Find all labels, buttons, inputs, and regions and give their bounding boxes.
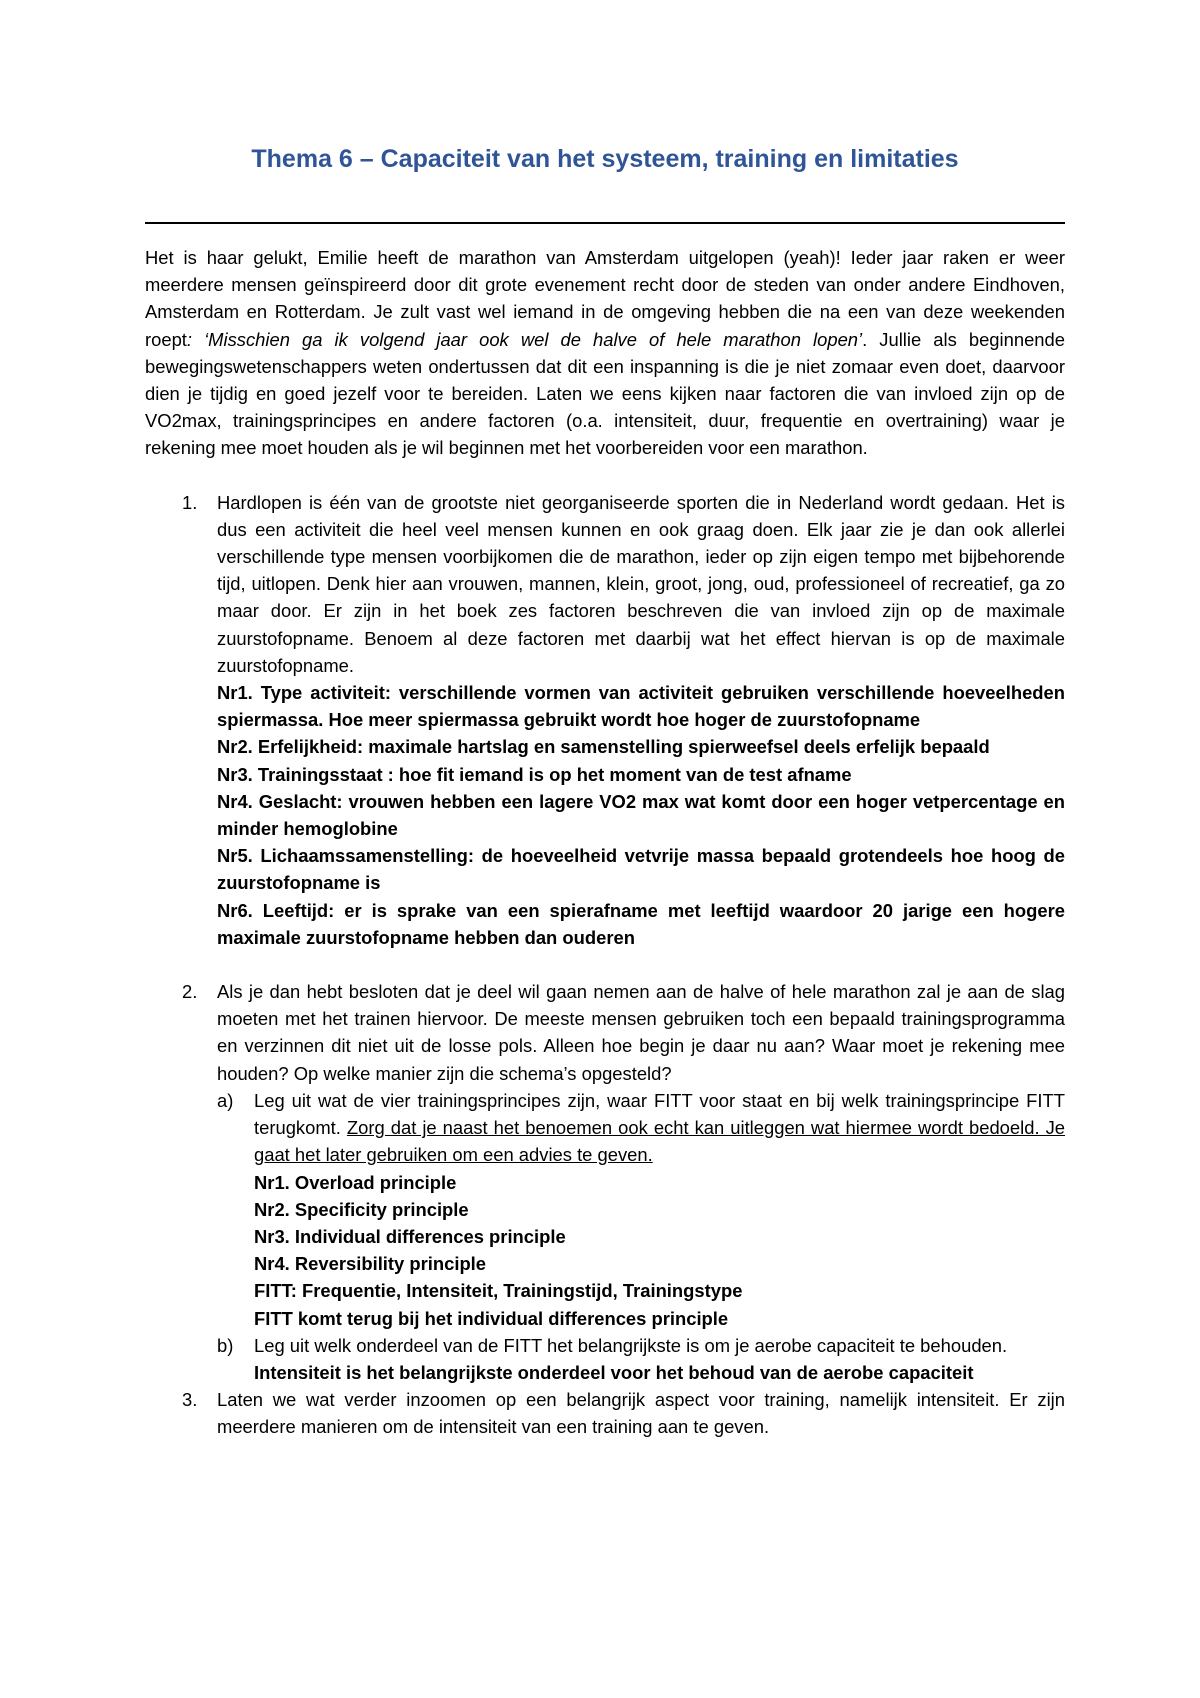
question-3-number: 3. [182,1389,198,1411]
answer-1-factor-3: Nr3. Trainingsstaat : hoe fit iemand is op het moment van de test afname [217,763,852,785]
question-3 [145,1386,1065,1440]
question-2a-instruction: Leg uit wat de vier trainingsprincipes zijn, waar FITT voor staat en bij welk trainingsprincipe FITT terugkomt. [254,1089,1065,1139]
answer-2a-line-6: FITT komt terug bij het individual differences principle [254,1307,729,1329]
answer-1-factor-1: Nr1. Type activiteit: verschillende vormen van activiteit gebruiken verschillende hoeveelheden spiermassa. Hoe meer spiermassa gebruikt wordt hoe hoger de zuurstofopname [217,682,1065,731]
intro-text-1: Het is haar gelukt, Emilie heeft de marathon van Amsterdam uitgelopen (yeah)! Ieder jaar raken er weer meerdere mensen geïnspireerd door dit grote evenement recht door de steden van onder andere Eindhoven, Amsterdam en Rotterdam. Je zult vast wel iemand in de omgeving hebben die na een van deze weekenden roept [145,247,1065,350]
answer-1-factor-4: Nr4. Geslacht: vrouwen hebben een lagere VO2 max wat komt door een hoger vetpercentage en minder hemoglobine [217,790,1065,840]
question-2-number: 2. [182,981,198,1003]
question-2a-underlined: Zorg dat je naast het benoemen ook echt kan uitleggen wat hiermee wordt bedoeld. Je gaat het later gebruiken om een advies te geven. [254,1117,1065,1166]
question-3-text: Laten we wat verder inzoomen op een belangrijk aspect voor training, namelijk intensiteit. Er zijn meerdere manieren om de intensiteit van een training aan te geven. [217,1389,1065,1438]
answer-2a-line-2: Nr2. Specificity principle [254,1198,469,1220]
question-1-text: Hardlopen is één van de grootste niet georganiseerde sporten die in Nederland wordt gedaan. Het is dus een activiteit die heel veel mensen kunnen en ook graag doen. Elk jaar zie je dan ook allerlei verschillende type mensen voorbijkomen die de marathon, ieder op zijn eigen tempo met bijbehorende tijd, uitlopen. Denk hier aan vrouwen, mannen, klein, groot, jong, oud, professioneel of recreatief, ga zo maar door. Er zijn in het boek zes factoren beschreven die van invloed zijn op de maximale zuurstofopname. Benoem al deze factoren met daarbij wat het effect hiervan is op de maximale zuurstofopname. [217,491,1065,676]
question-2b-text: Leg uit welk onderdeel van de FITT het belangrijkste is om je aerobe capaciteit te behouden. [254,1334,1008,1356]
answer-2a-line-1: Nr1. Overload principle [254,1171,457,1193]
question-2a-text [254,1087,1065,1169]
question-1 [145,489,1065,951]
question-2b-label: b) [217,1334,234,1356]
intro-paragraph [145,244,1065,462]
intro-quote: : ‘Misschien ga ik volgend jaar ook wel de halve of hele marathon lopen’ [186,328,863,350]
question-2a [217,1087,1065,1332]
answer-1-factor-6: Nr6. Leeftijd: er is sprake van een spierafname met leeftijd waardoor 20 jarige een hogere maximale zuurstofopname hebben dan ouderen [217,899,1065,948]
question-2b [217,1332,1065,1386]
answer-2a-line-5: FITT: Frequentie, Intensiteit, Trainingstijd, Trainingstype [254,1280,743,1302]
answer-1-factor-5: Nr5. Lichaamssamenstelling: de hoeveelheid vetvrije massa bepaald grotendeels hoe hoog de zuurstofopname is [217,845,1065,894]
intro-text-2: . Jullie als beginnende bewegingswetenschappers weten ondertussen dat dit een inspanning is die je niet zomaar even doet, daarvoor dien je tijdig en goed jezelf voor te bereiden. Laten we eens kijken naar factoren die van invloed zijn op de VO2max, trainingsprincipes en andere factoren (o.a. intensiteit, duur, frequentie en overtraining) waar je rekening mee moet houden als je wil beginnen met het voorbereiden voor een marathon. [145,328,1065,459]
question-2 [145,978,1065,1386]
answer-1-factor-2: Nr2. Erfelijkheid: maximale hartslag en samenstelling spierweefsel deels erfelijk bepaald [217,736,990,758]
question-1-number: 1. [182,491,198,513]
answer-2a-line-4: Nr4. Reversibility principle [254,1253,487,1275]
document-body [145,244,1065,1441]
question-2-text: Als je dan hebt besloten dat je deel wil gaan nemen aan de halve of hele marathon zal je aan de slag moeten met het trainen hiervoor. De meeste mensen gebruiken toch een bepaald trainingsprogramma en verzinnen dit niet uit de losse pols. Alleen hoe begin je daar nu aan? Waar moet je rekening mee houden? Op welke manier zijn die schema’s opgesteld? [217,981,1065,1084]
answer-2b: Intensiteit is het belangrijkste onderdeel voor het behoud van de aerobe capaciteit [254,1361,974,1383]
document-title: Thema 6 – Capaciteit van het systeem, training en limitaties [251,145,959,173]
question-2a-label: a) [217,1089,234,1111]
answer-2a-line-3: Nr3. Individual differences principle [254,1225,566,1247]
title-divider [145,222,1065,224]
